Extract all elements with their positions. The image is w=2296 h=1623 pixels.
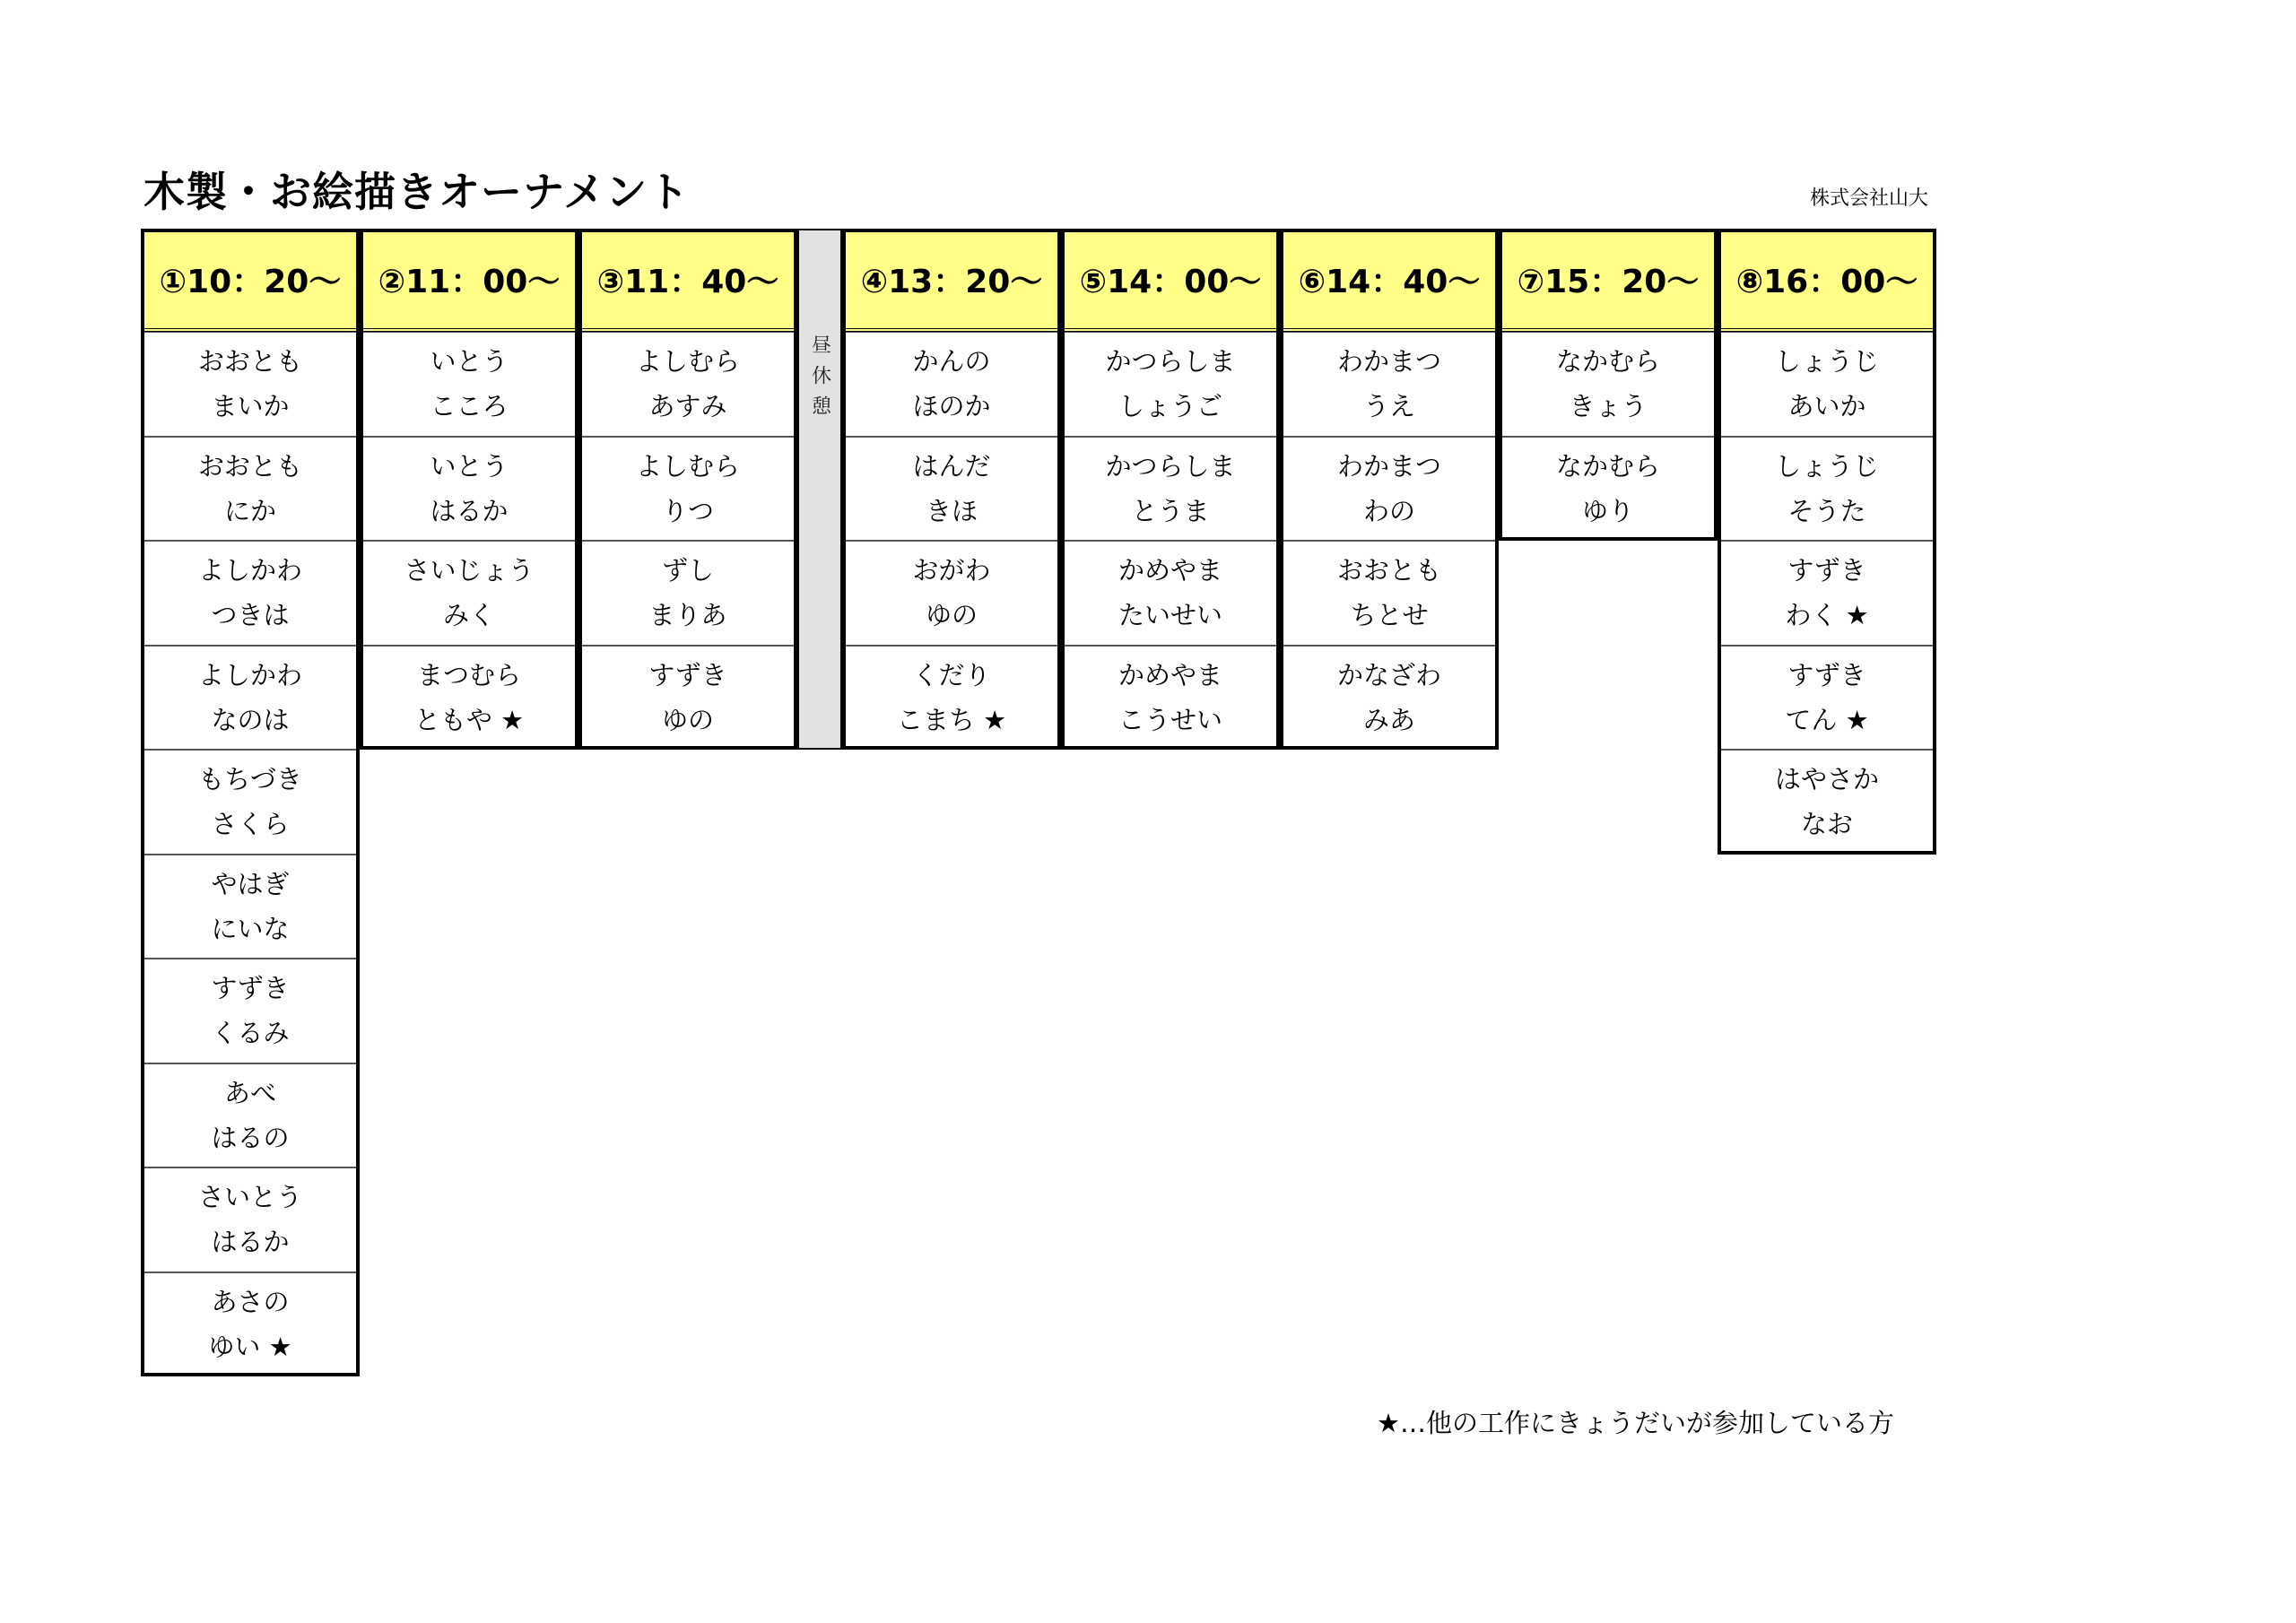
family-name: かつらしま bbox=[1105, 346, 1236, 378]
participant-cell bbox=[1061, 437, 1280, 542]
participant-cell bbox=[842, 437, 1061, 542]
given-name: にいな bbox=[211, 913, 290, 944]
participant-cell bbox=[141, 332, 360, 437]
family-name: すずき bbox=[1787, 555, 1866, 586]
family-name: なかむら bbox=[1555, 346, 1660, 378]
participant-cell bbox=[141, 437, 360, 542]
family-name: いとう bbox=[430, 346, 509, 378]
family-name: わかまつ bbox=[1336, 346, 1441, 378]
family-name: おおとも bbox=[197, 450, 302, 482]
family-name: おおとも bbox=[1336, 555, 1441, 586]
family-name: かんの bbox=[912, 346, 991, 378]
given-name: みあ bbox=[1362, 704, 1415, 735]
given-name: はるの bbox=[211, 1122, 290, 1153]
session-header: ⑦15：20～ bbox=[1499, 229, 1718, 332]
participant-cell bbox=[1499, 332, 1718, 437]
family-name: かめやま bbox=[1118, 659, 1222, 690]
given-name: わの bbox=[1362, 495, 1415, 526]
participant-cell bbox=[1718, 646, 1936, 751]
participant-cell bbox=[842, 646, 1061, 751]
participant-cell bbox=[1280, 646, 1499, 751]
family-name: かなざわ bbox=[1336, 659, 1441, 690]
session-header: ④13：20～ bbox=[842, 229, 1061, 332]
given-name: わく ★ bbox=[1785, 600, 1869, 631]
participant-cell bbox=[141, 959, 360, 1063]
family-name: しょうじ bbox=[1774, 450, 1879, 482]
family-name: すずき bbox=[648, 659, 727, 690]
given-name: はるか bbox=[211, 1227, 290, 1258]
session-header: ①10：20～ bbox=[141, 229, 360, 332]
session-header: ⑤14：00～ bbox=[1061, 229, 1280, 332]
family-name: おがわ bbox=[912, 555, 991, 586]
given-name: しょうご bbox=[1118, 391, 1222, 422]
given-name: てん ★ bbox=[1785, 704, 1869, 735]
participant-cell bbox=[141, 541, 360, 646]
given-name: こうせい bbox=[1118, 704, 1222, 735]
participant-cell bbox=[141, 855, 360, 959]
participant-cell bbox=[842, 332, 1061, 437]
participant-cell bbox=[1718, 437, 1936, 542]
participant-cell bbox=[578, 541, 797, 646]
participant-cell bbox=[360, 541, 578, 646]
participant-cell bbox=[141, 1167, 360, 1272]
given-name: ゆい ★ bbox=[208, 1331, 292, 1362]
given-name: ゆの bbox=[925, 600, 978, 631]
participant-cell bbox=[141, 646, 360, 751]
participant-cell bbox=[578, 646, 797, 751]
participant-cell bbox=[360, 332, 578, 437]
family-name: はんだ bbox=[912, 450, 991, 482]
family-name: いとう bbox=[430, 450, 509, 482]
family-name: わかまつ bbox=[1336, 450, 1441, 482]
family-name: さいとう bbox=[197, 1182, 302, 1213]
given-name: きほ bbox=[925, 495, 978, 526]
given-name: たいせい bbox=[1118, 600, 1222, 631]
participant-cell bbox=[1280, 541, 1499, 646]
participant-cell bbox=[141, 1063, 360, 1168]
participant-cell bbox=[1061, 541, 1280, 646]
participant-cell bbox=[1280, 437, 1499, 542]
participant-cell bbox=[1280, 332, 1499, 437]
family-name: なかむら bbox=[1555, 450, 1660, 482]
family-name: あべ bbox=[223, 1077, 276, 1108]
family-name: おおとも bbox=[197, 346, 302, 378]
given-name: ともや ★ bbox=[413, 704, 525, 735]
given-name: なのは bbox=[211, 704, 290, 735]
given-name: ちとせ bbox=[1350, 600, 1429, 631]
family-name: はやさか bbox=[1774, 764, 1879, 795]
family-name: くだり bbox=[912, 659, 991, 690]
family-name: かつらしま bbox=[1105, 450, 1236, 482]
given-name: うえ bbox=[1362, 391, 1415, 422]
family-name: さいじょう bbox=[404, 555, 535, 586]
given-name: あすみ bbox=[648, 391, 727, 422]
family-name: すずき bbox=[211, 973, 290, 1004]
given-name: つきは bbox=[211, 600, 290, 631]
participant-cell bbox=[1061, 332, 1280, 437]
family-name: よしかわ bbox=[197, 555, 302, 586]
family-name: すずき bbox=[1787, 659, 1866, 690]
family-name: よしむら bbox=[635, 346, 740, 378]
participant-cell bbox=[360, 646, 578, 751]
participant-cell bbox=[578, 437, 797, 542]
company-name: 株式会社山大 bbox=[1809, 187, 1928, 210]
family-name: まつむら bbox=[416, 659, 521, 690]
participant-cell bbox=[1061, 646, 1280, 751]
given-name: そうた bbox=[1787, 495, 1866, 526]
given-name: なお bbox=[1800, 809, 1853, 840]
session-header: ⑧16：00～ bbox=[1718, 229, 1936, 332]
given-name: こころ bbox=[430, 391, 509, 422]
page-title: 木製・お絵描きオーナメント bbox=[144, 168, 691, 216]
session-header: ③11：40～ bbox=[578, 229, 797, 332]
participant-cell bbox=[141, 750, 360, 855]
participant-cell bbox=[842, 541, 1061, 646]
given-name: きょう bbox=[1569, 391, 1648, 422]
participant-cell bbox=[1718, 332, 1936, 437]
participant-cell bbox=[1499, 437, 1718, 542]
given-name: ゆり bbox=[1581, 495, 1634, 526]
session-header: ②11：00～ bbox=[360, 229, 578, 332]
participant-cell bbox=[578, 332, 797, 437]
family-name: よしかわ bbox=[197, 659, 302, 690]
participant-cell bbox=[141, 1272, 360, 1377]
given-name: りつ bbox=[661, 495, 714, 526]
given-name: にか bbox=[223, 495, 276, 526]
participant-cell bbox=[360, 437, 578, 542]
footnote: ★…他の工作にきょうだいが参加している方 bbox=[1377, 1408, 1894, 1438]
given-name: とうま bbox=[1131, 495, 1210, 526]
family-name: しょうじ bbox=[1774, 346, 1879, 378]
given-name: あいか bbox=[1787, 391, 1866, 422]
given-name: みく bbox=[442, 600, 495, 631]
family-name: かめやま bbox=[1118, 555, 1222, 586]
family-name: もちづき bbox=[198, 764, 302, 795]
given-name: こまち ★ bbox=[896, 704, 1007, 735]
given-name: まいか bbox=[211, 391, 290, 422]
participant-cell bbox=[1718, 541, 1936, 646]
family-name: やはぎ bbox=[211, 868, 290, 899]
given-name: ほのか bbox=[912, 391, 991, 422]
given-name: はるか bbox=[430, 495, 509, 526]
family-name: よしむら bbox=[635, 450, 740, 482]
given-name: さくら bbox=[211, 809, 290, 840]
lunch-break-column bbox=[797, 229, 842, 750]
family-name: あさの bbox=[211, 1286, 290, 1317]
session-header: ⑥14：40～ bbox=[1280, 229, 1499, 332]
given-name: くるみ bbox=[211, 1018, 290, 1049]
family-name: ずし bbox=[661, 555, 714, 586]
given-name: ゆの bbox=[661, 704, 714, 735]
lunch-label: 昼休憩 bbox=[808, 334, 831, 426]
participant-cell bbox=[1718, 750, 1936, 855]
given-name: まりあ bbox=[648, 600, 727, 631]
